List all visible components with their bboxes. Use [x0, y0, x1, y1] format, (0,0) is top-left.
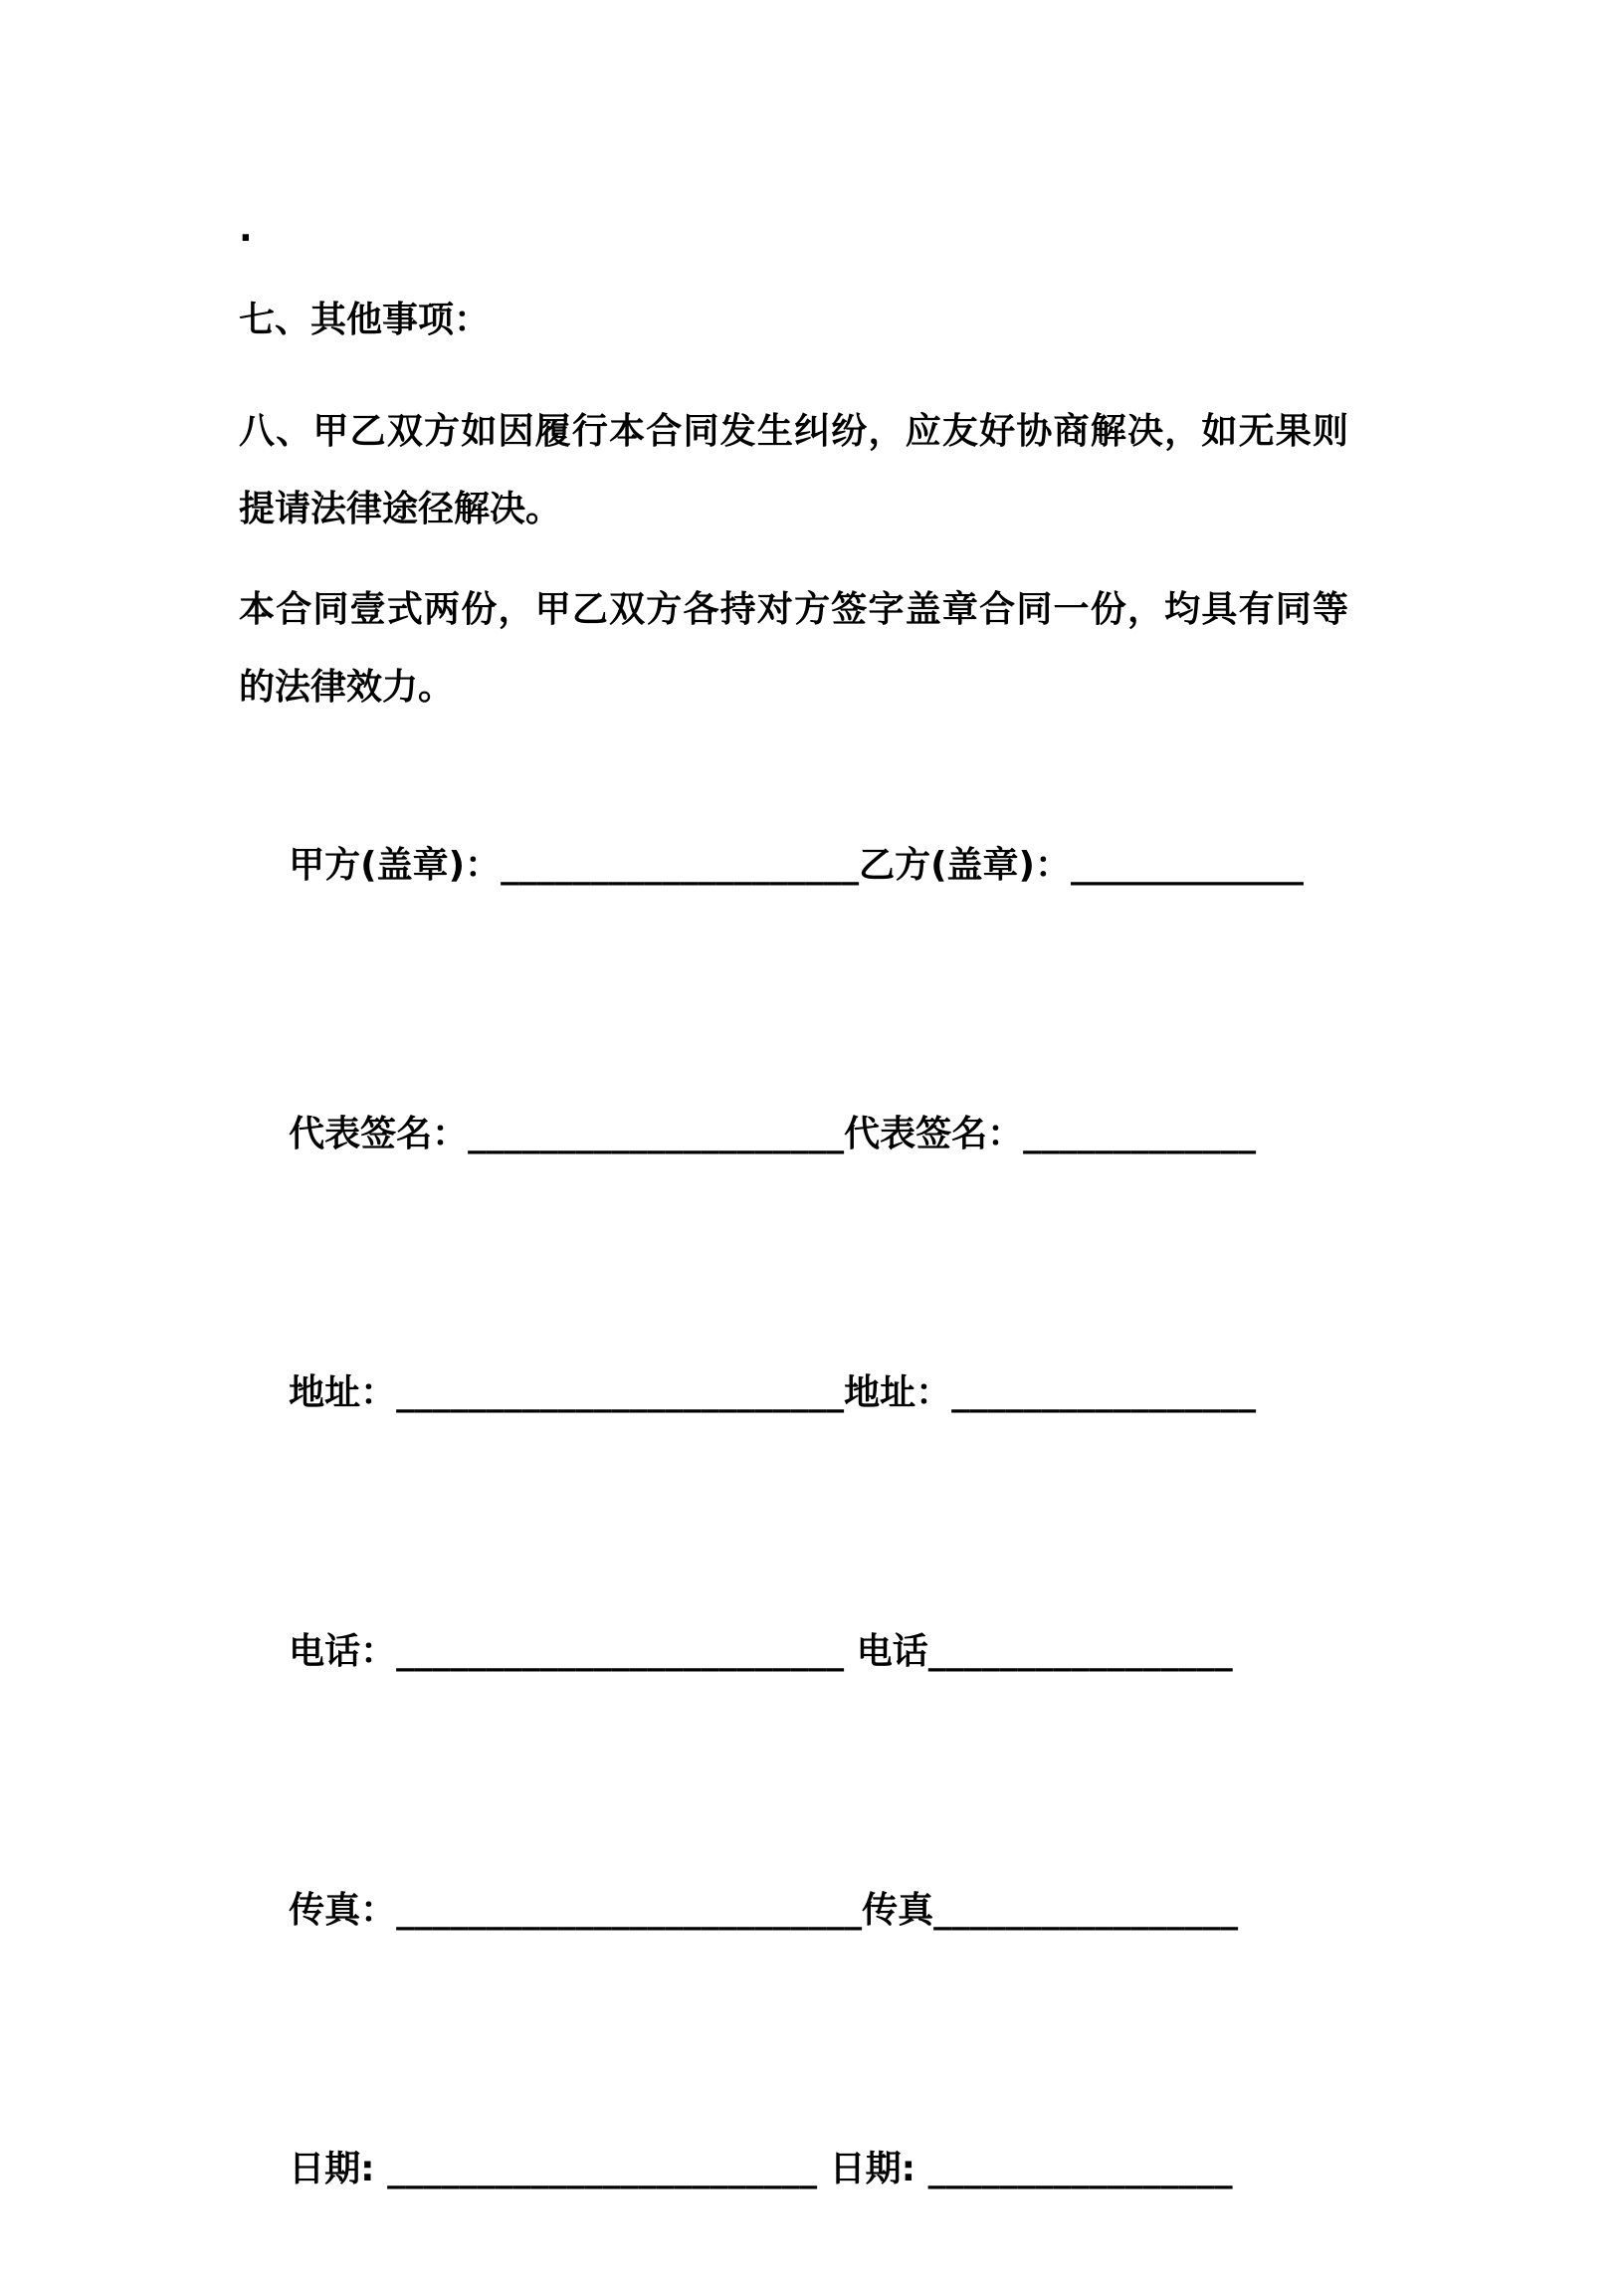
party-a-phone-blank: _________________________ — [396, 1631, 845, 1672]
party-a-address-blank: _________________________ — [396, 1372, 845, 1413]
phone-line — [239, 1536, 1348, 1768]
paragraph-contract-copies — [239, 571, 1348, 727]
party-b-seal-blank: _____________ — [1070, 845, 1304, 886]
party-b-fax-label: 传真 — [862, 1890, 934, 1931]
party-a-date-label: 日期: — [289, 2149, 388, 2189]
party-a-seal-label: 甲方(盖章)： — [289, 845, 502, 886]
party-b-address-label: 地址： — [844, 1372, 952, 1413]
party-a-fax-blank: __________________________ — [396, 1890, 863, 1931]
party-a-phone-label: 电话： — [289, 1631, 397, 1672]
party-b-fax-blank: _________________ — [933, 1890, 1239, 1931]
party-b-date-label: 日期: — [829, 2149, 928, 2189]
party-b-phone-label: 电话 — [856, 1631, 928, 1672]
party-b-address-blank: _________________ — [951, 1372, 1257, 1413]
party-a-seal-blank: ____________________ — [501, 845, 860, 886]
date-line — [239, 2053, 1348, 2286]
party-seal-line — [239, 749, 1348, 982]
representative-signature-line — [239, 1018, 1348, 1251]
party-a-date-blank: ________________________ — [387, 2149, 818, 2189]
party-b-representative-label: 代表签名： — [844, 1114, 1024, 1154]
paragraph-copies-line-2: 的法律效力。 — [239, 667, 455, 708]
party-a-address-label: 地址： — [289, 1372, 397, 1413]
line-separator — [817, 2149, 830, 2189]
paragraph-dispute-line-1: 八、甲乙双方如因履行本合同发生纠纷，应友好协商解决，如无果则 — [239, 411, 1348, 452]
leading-dot: . — [239, 209, 253, 250]
party-a-representative-blank: _____________________ — [468, 1114, 845, 1154]
party-b-phone-blank: _________________ — [927, 1631, 1233, 1672]
fax-line — [239, 1794, 1348, 2027]
paragraph-dispute-line-2: 提请法律途径解决。 — [239, 489, 562, 529]
paragraph-copies-line-1: 本合同壹式两份，甲乙双方各持对方签字盖章合同一份，均具有同等 — [239, 589, 1348, 630]
party-a-representative-label: 代表签名： — [289, 1114, 469, 1154]
address-line — [239, 1277, 1348, 1510]
party-b-date-blank: _________________ — [927, 2149, 1233, 2189]
party-b-seal-label: 乙方(盖章)： — [859, 845, 1071, 886]
party-b-representative-blank: _____________ — [1023, 1114, 1257, 1154]
party-a-fax-label: 传真： — [289, 1890, 397, 1931]
line-separator — [844, 1631, 857, 1672]
section-heading-other-matters: 七、其他事项： — [239, 300, 491, 340]
paragraph-dispute-resolution — [239, 393, 1348, 548]
